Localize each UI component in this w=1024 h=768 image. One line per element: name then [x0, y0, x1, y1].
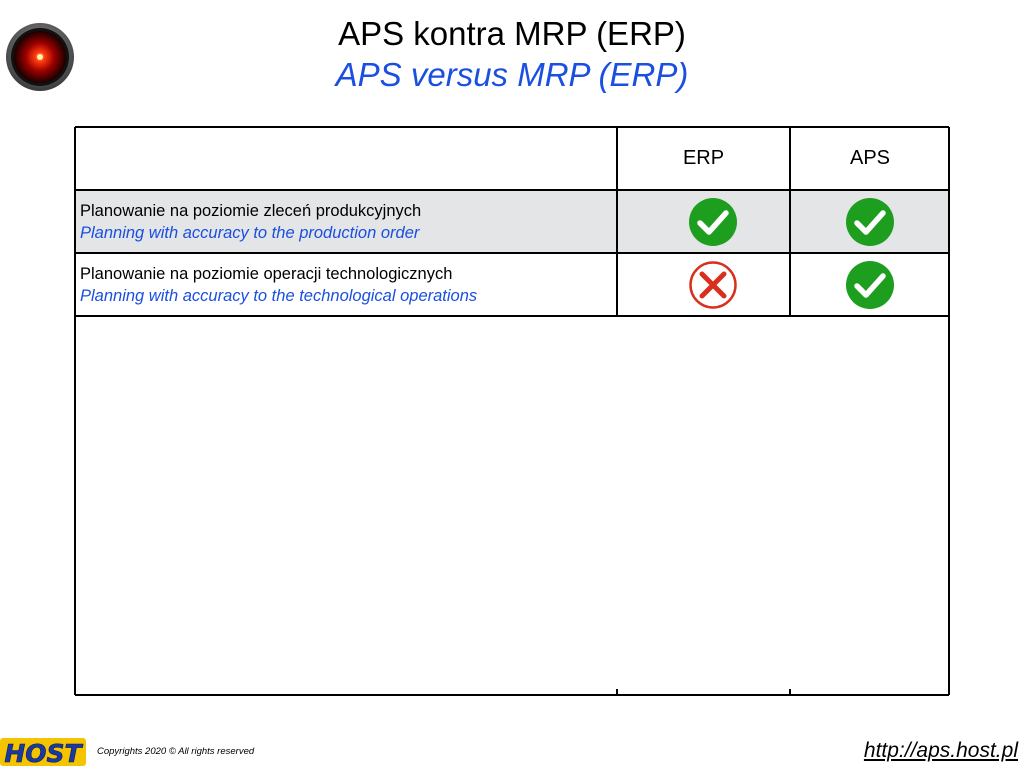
check-icon	[845, 197, 895, 247]
row-label-english: Planning with accuracy to the technological operations	[80, 287, 478, 305]
check-icon	[845, 260, 895, 310]
title-english: APS versus MRP (ERP)	[335, 56, 689, 93]
row-label-english: Planning with accuracy to the production order	[80, 224, 420, 242]
cross-icon	[688, 260, 738, 310]
website-link[interactable]: http://aps.host.pl	[863, 739, 1018, 762]
column-header-aps: APS	[849, 147, 891, 169]
title-polish: APS kontra MRP (ERP)	[338, 15, 686, 52]
row-label-polish: Planowanie na poziomie operacji technologicznych	[80, 265, 453, 283]
row-label-polish: Planowanie na poziomie zleceń produkcyjnych	[80, 202, 422, 220]
table-row-label	[80, 263, 477, 307]
host-logo	[0, 736, 86, 768]
comparison-table	[74, 126, 950, 696]
column-header-erp: ERP	[682, 147, 725, 169]
svg-text:HOST: HOST	[4, 739, 82, 768]
copyright-text: Copyrights 2020 © All rights reserved	[97, 746, 255, 757]
table-row-label	[80, 200, 421, 244]
check-icon	[688, 197, 738, 247]
